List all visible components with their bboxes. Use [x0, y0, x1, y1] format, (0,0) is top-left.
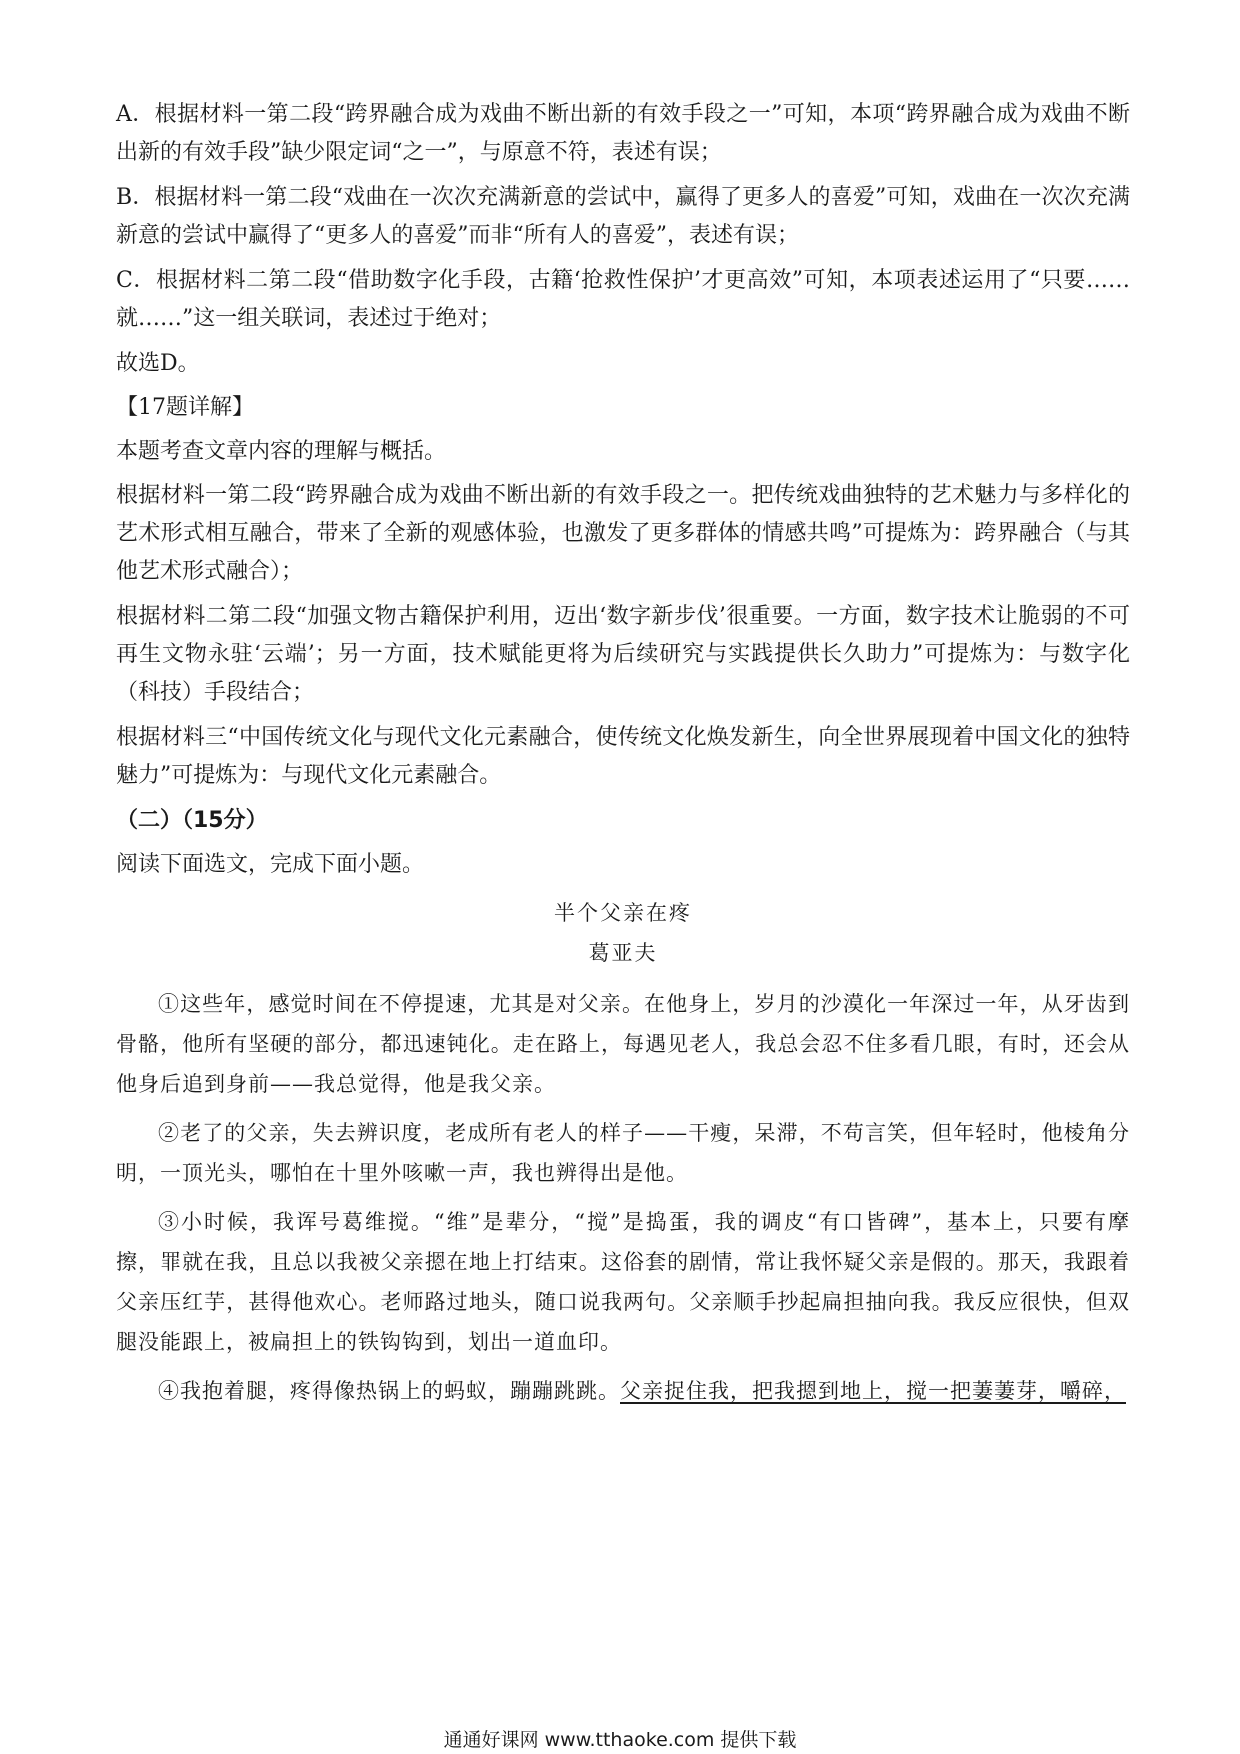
essay-author: 葛亚夫 — [588, 941, 658, 965]
section-instruction: 阅读下面选文，完成下面小题。 — [116, 852, 425, 877]
page-content — [116, 96, 1130, 1420]
explanation-option-b: B．根据材料一第二段“戏曲在一次次充满新意的尝试中，赢得了更多人的喜爱”可知，戏曲在一次次充满新意的尝试中赢得了“更多人的喜爱”而非“所有人的喜爱”，表述有误； — [116, 185, 1130, 248]
essay-title: 半个父亲在疼 — [554, 901, 692, 925]
page-footer: 通通好课网 www.tthaoke.com 提供下载 — [443, 1729, 797, 1751]
essay-paragraph-4-underlined: 父亲捉住我，把我摁到地上，搅一把萋萋芽，嚼碎， — [620, 1379, 1126, 1403]
essay-paragraph-4-text: ④我抱着腿，疼得像热锅上的蚂蚁，蹦蹦跳跳。 — [158, 1379, 620, 1403]
explanation-option-a: A．根据材料一第二段“跨界融合成为戏曲不断出新的有效手段之一”可知，本项“跨界融合成为戏曲不断出新的有效手段”缺少限定词“之一”，与原意不符，表述有误； — [116, 102, 1130, 165]
q17-point-1: 根据材料一第二段“跨界融合成为戏曲不断出新的有效手段之一。把传统戏曲独特的艺术魅力与多样化的艺术形式相互融合，带来了全新的观感体验，也激发了更多群体的情感共鸣”可提炼为：跨界融合（与其他艺术形式融合）； — [116, 483, 1130, 584]
essay-paragraph-4 — [116, 1371, 1130, 1411]
q17-point-3: 根据材料三“中国传统文化与现代文化元素融合，使传统文化焕发新生，向全世界展现着中国文化的独特魅力”可提炼为：与现代文化元素融合。 — [116, 725, 1130, 788]
essay-paragraph-2: ②老了的父亲，失去辨识度，老成所有老人的样子——干瘦，呆滞，不苟言笑，但年轻时，他棱角分明，一顶光头，哪怕在十里外咳嗽一声，我也辨得出是他。 — [116, 1121, 1130, 1185]
q17-title: 【17题详解】 — [116, 395, 254, 420]
essay-paragraph-1: ①这些年，感觉时间在不停提速，尤其是对父亲。在他身上，岁月的沙漠化一年深过一年，从牙齿到骨骼，他所有坚硬的部分，都迅速钝化。走在路上，每遇见老人，我总会忍不住多看几眼，有时，还会从他身后追到身前——我总觉得，他是我父亲。 — [116, 992, 1130, 1096]
q17-point-2: 根据材料二第二段“加强文物古籍保护利用，迈出‘数字新步伐’很重要。一方面，数字技术让脆弱的不可再生文物永驻‘云端’；另一方面，技术赋能更将为后续研究与实践提供长久助力”可提炼为：与数字化（科技）手段结合； — [116, 604, 1130, 705]
section-heading: （二）（15分） — [116, 808, 268, 833]
essay-paragraph-3: ③小时候，我诨号葛维搅。“维”是辈分，“搅”是捣蛋，我的调皮“有口皆碑”，基本上，只要有摩擦，罪就在我，且总以我被父亲摁在地上打结束。这俗套的剧情，常让我怀疑父亲是假的。那天，我跟着父亲压红芋，甚得他欢心。老师路过地头，随口说我两句。父亲顺手抄起扁担抽向我。我反应很快，但双腿没能跟上，被扁担上的铁钩钩到，划出一道血印。 — [116, 1210, 1130, 1354]
q17-intro: 本题考查文章内容的理解与概括。 — [116, 439, 447, 464]
explanation-option-c: C．根据材料二第二段“借助数字化手段，古籍‘抢救性保护’才更高效”可知，本项表述运用了“只要……就……”这一组关联词，表述过于绝对； — [116, 268, 1130, 331]
answer-conclusion: 故选D。 — [116, 351, 200, 376]
